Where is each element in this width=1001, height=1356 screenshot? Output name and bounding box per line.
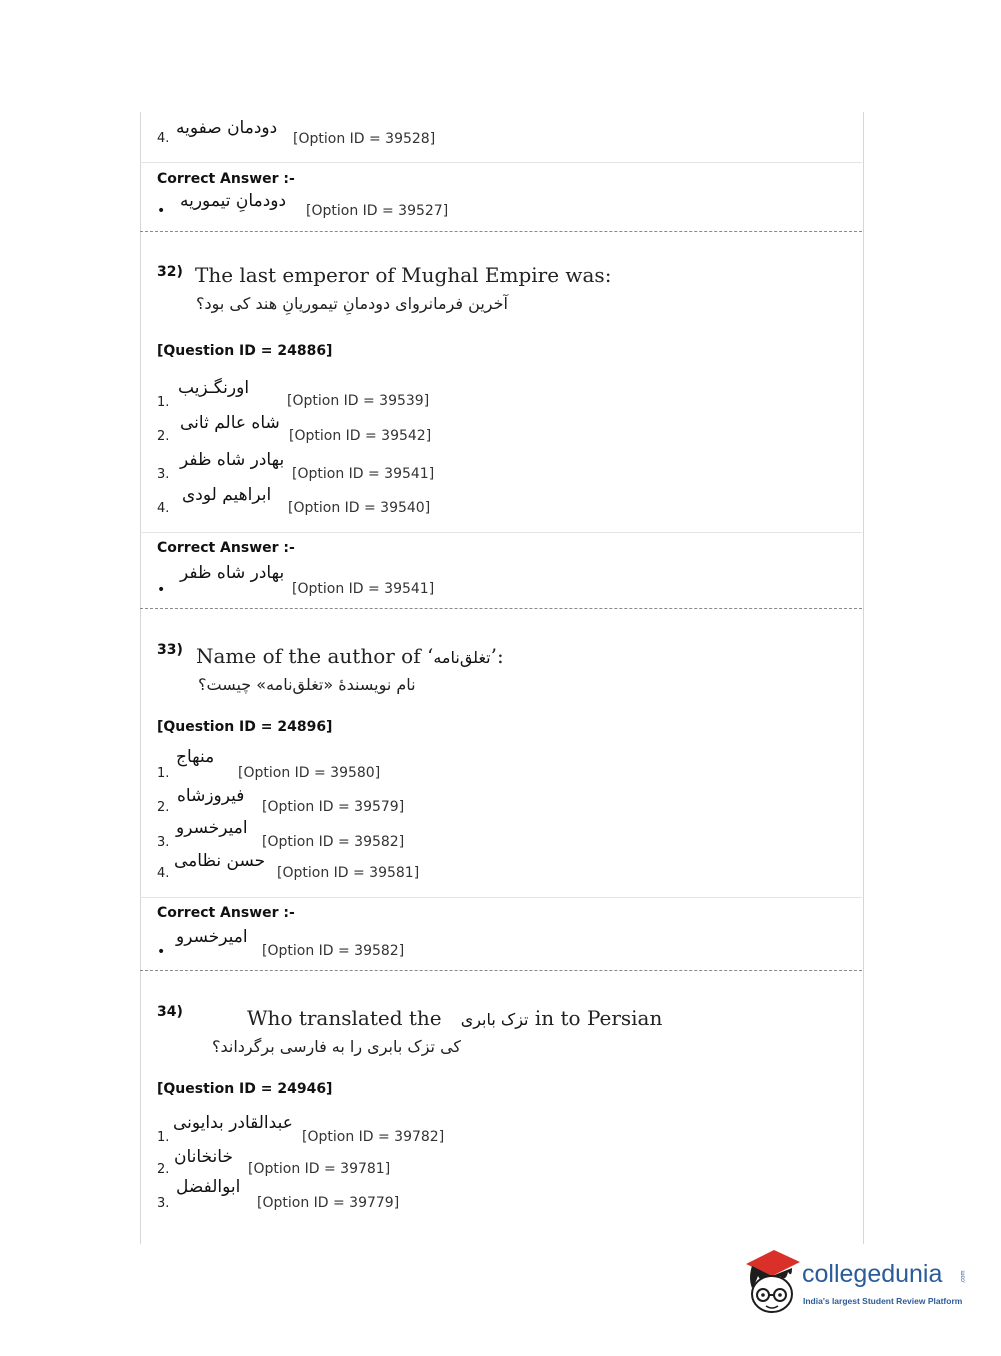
question-separator bbox=[140, 231, 862, 232]
option-id: [Option ID = 39779] bbox=[257, 1195, 400, 1211]
correct-answer-label: Correct Answer :- bbox=[157, 171, 295, 187]
option-text: خانخانان bbox=[174, 1147, 233, 1167]
option-id: [Option ID = 39540] bbox=[288, 500, 431, 516]
option-number: 1. bbox=[157, 1130, 170, 1145]
option-id: [Option ID = 39539] bbox=[287, 393, 430, 409]
correct-answer-option-id: [Option ID = 39541] bbox=[292, 581, 435, 597]
question-number: 34) bbox=[157, 1004, 183, 1020]
logo-suffix: .com bbox=[960, 1270, 967, 1284]
question-id: [Question ID = 24886] bbox=[157, 343, 333, 359]
question-number: 32) bbox=[157, 264, 183, 280]
question-text-persian: کی تزک بابری را به فارسی برگرداند؟ bbox=[212, 1037, 462, 1056]
question-id: [Question ID = 24896] bbox=[157, 719, 333, 735]
option-id: [Option ID = 39541] bbox=[292, 466, 435, 482]
question-number: 33) bbox=[157, 642, 183, 658]
question-text-english-post: in to Persian bbox=[534, 1006, 663, 1030]
option-number: 1. bbox=[157, 395, 170, 410]
question-text-persian-term: تزک بابری bbox=[460, 1010, 529, 1029]
option-number: 1. bbox=[157, 766, 170, 781]
option-text: اورنگـزیب bbox=[178, 378, 250, 398]
bullet: • bbox=[157, 944, 166, 960]
logo-tagline: India's largest Student Review Platform bbox=[803, 1296, 963, 1306]
option-text: ابراهیم لودی bbox=[182, 485, 272, 505]
option-id: [Option ID = 39582] bbox=[262, 834, 405, 850]
correct-answer-label: Correct Answer :- bbox=[157, 905, 295, 921]
logo-wordmark: collegedunia bbox=[802, 1260, 943, 1288]
option-id: [Option ID = 39579] bbox=[262, 799, 405, 815]
bullet: • bbox=[157, 203, 166, 219]
eye-right bbox=[778, 1293, 782, 1297]
option-number: 3. bbox=[157, 1196, 170, 1211]
correct-answer-text: دودمانِ تیموریه bbox=[180, 191, 287, 211]
correct-answer-option-id: [Option ID = 39582] bbox=[262, 943, 405, 959]
question-separator bbox=[140, 970, 862, 971]
option-id: [Option ID = 39528] bbox=[293, 131, 436, 147]
option-text: منهاج bbox=[176, 747, 215, 767]
option-id: [Option ID = 39542] bbox=[289, 428, 432, 444]
option-id: [Option ID = 39782] bbox=[302, 1129, 445, 1145]
option-text: حسن نظامی bbox=[174, 851, 266, 871]
question-text-english-post: ’: bbox=[490, 644, 504, 668]
option-text: دودمان صفویه bbox=[176, 118, 278, 138]
bullet: • bbox=[157, 582, 166, 598]
mascot-icon bbox=[742, 1248, 802, 1318]
question-id: [Question ID = 24946] bbox=[157, 1081, 333, 1097]
collegedunia-logo bbox=[742, 1248, 972, 1318]
option-text: شاه عالم ثانی bbox=[180, 413, 280, 433]
question-text-persian-term: تغلق‌نامه bbox=[433, 648, 491, 667]
option-text: ابوالفضل bbox=[176, 1177, 241, 1197]
question-text-english bbox=[247, 1006, 662, 1030]
correct-answer-text: امیرخسرو bbox=[176, 927, 248, 947]
question-text-persian: آخرین فرمانروای دودمانِ تیموریانِ هند کی بود؟ bbox=[196, 294, 508, 313]
question-text-english bbox=[196, 644, 504, 668]
option-id: [Option ID = 39581] bbox=[277, 865, 420, 881]
option-number: 2. bbox=[157, 1162, 170, 1177]
question-text-english-pre: Who translated the bbox=[247, 1006, 442, 1030]
option-text: فیروزشاه bbox=[177, 786, 245, 806]
correct-answer-label: Correct Answer :- bbox=[157, 540, 295, 556]
option-number: 3. bbox=[157, 835, 170, 850]
option-number: 2. bbox=[157, 429, 170, 444]
divider bbox=[140, 162, 862, 163]
question-text-persian: نام نویسندهٔ «تغلق‌نامه» چیست؟ bbox=[198, 675, 416, 694]
option-id: [Option ID = 39781] bbox=[248, 1161, 391, 1177]
option-number: 4. bbox=[157, 866, 170, 881]
option-id: [Option ID = 39580] bbox=[238, 765, 381, 781]
correct-answer-option-id: [Option ID = 39527] bbox=[306, 203, 449, 219]
divider bbox=[140, 532, 862, 533]
question-separator bbox=[140, 608, 862, 609]
question-text-english: The last emperor of Mughal Empire was: bbox=[195, 263, 612, 287]
option-number: 2. bbox=[157, 800, 170, 815]
option-number: 3. bbox=[157, 467, 170, 482]
option-text: عبدالقادر بدایونی bbox=[173, 1113, 293, 1133]
option-number: 4. bbox=[157, 501, 170, 516]
divider bbox=[140, 897, 862, 898]
option-number: 4. bbox=[157, 131, 170, 146]
eye-left bbox=[761, 1293, 765, 1297]
question-text-english-pre: Name of the author of ‘ bbox=[196, 644, 434, 668]
correct-answer-text: بهادر شاه ظفر bbox=[180, 563, 285, 583]
option-text: امیرخسرو bbox=[176, 818, 248, 838]
option-text: بهادر شاه ظفر bbox=[180, 450, 285, 470]
